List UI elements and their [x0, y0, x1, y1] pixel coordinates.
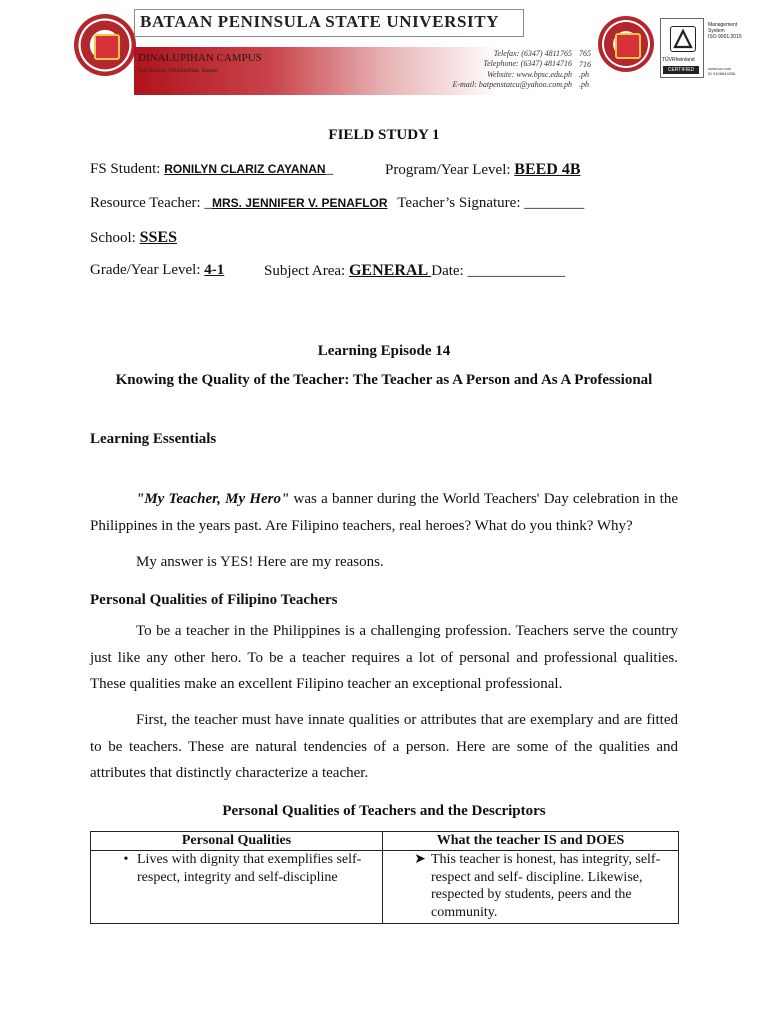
- contact-fragment: .ph: [579, 70, 589, 79]
- fs-student-value: RONILYN CLARIZ CAYANAN: [164, 162, 326, 176]
- program-label: Program/Year Level:: [385, 162, 515, 178]
- essentials-heading: Learning Essentials: [90, 431, 217, 447]
- school-line: [90, 229, 177, 247]
- school-value: SSES: [139, 229, 177, 246]
- page-title: FIELD STUDY 1: [328, 127, 440, 143]
- contact-fragment: 765: [579, 49, 591, 58]
- seal-shield-icon: [94, 34, 120, 60]
- qualities-heading: Personal Qualities of Filipino Teachers: [90, 592, 338, 608]
- resource-teacher-label: Resource Teacher: _: [90, 195, 212, 211]
- cert-web-line: www.tuv.com: [708, 66, 732, 71]
- cert-brand: TÜVRheinland: [662, 57, 695, 63]
- contact-fragment: 716: [579, 60, 591, 69]
- university-seal-left: [74, 14, 136, 76]
- grade-label: Grade/Year Level:: [90, 262, 205, 278]
- resource-teacher-value: MRS. JENNIFER V. PENAFLOR: [211, 196, 388, 210]
- table-cell: [91, 851, 383, 924]
- school-label: School:: [90, 230, 140, 246]
- signature-label: Teacher’s Signature: ________: [397, 195, 585, 211]
- paragraph-intro: [90, 486, 678, 539]
- tuv-triangle-icon: [670, 26, 696, 52]
- program-value: BEED 4B: [514, 161, 581, 178]
- grade-value: 4-1: [204, 262, 225, 278]
- arrow-bullet-icon: ➤: [414, 852, 426, 867]
- episode-number: Learning Episode 14: [317, 343, 451, 359]
- table-title: Personal Qualities of Teachers and the Descriptors: [222, 803, 546, 819]
- arrow-item: [387, 851, 674, 921]
- bullet-icon: •: [123, 852, 129, 867]
- contact-telefax: Telefax: (6347) 4811765: [493, 49, 572, 58]
- seal-shield-icon: [615, 33, 641, 59]
- subject-line: [264, 262, 565, 280]
- fs-student-label: FS Student:: [90, 161, 165, 177]
- fs-student-line: [90, 161, 333, 178]
- campus-name: DINALUPIHAN CAMPUS: [138, 52, 262, 64]
- table-cell: [383, 851, 679, 924]
- contact-fragment: .ph: [579, 80, 589, 89]
- table-header: Personal Qualities: [91, 832, 383, 851]
- university-seal-right: [598, 16, 654, 72]
- university-name: BATAAN PENINSULA STATE UNIVERSITY: [140, 12, 500, 31]
- date-label: Date: _____________: [431, 263, 565, 279]
- contact-telephone: Telephone: (6347) 4814716: [483, 59, 572, 68]
- campus-address: San Ramon, Dinalupihan, Bataan: [138, 68, 219, 74]
- bullet-item: [95, 851, 378, 886]
- cert-web-line: ID 9108644336: [708, 71, 736, 76]
- table-row: [91, 851, 679, 924]
- resource-teacher-line: [90, 195, 584, 212]
- table-header-row: [91, 832, 679, 851]
- grade-line: [90, 262, 224, 279]
- subject-value: GENERAL: [348, 262, 432, 279]
- qualities-table: [90, 831, 679, 924]
- fs-student-tail: _: [325, 161, 334, 177]
- cert-line: ISO 9001:2015: [708, 34, 742, 40]
- contact-email: E-mail: batpenstatcu@yahoo.com.ph: [452, 80, 572, 89]
- cert-line: System: [708, 28, 725, 34]
- paragraph-intro-text: was a banner during the World Teachers' Day celebration in the Philippines in the years past. Are Filipino teachers, real heroes? What do you think? Why?: [90, 491, 678, 534]
- descriptor-text: This teacher is honest, has integrity, self-respect and self- discipline. Likewise, respected by students, peers and the community.: [431, 852, 661, 920]
- paragraph-answer: My answer is YES! Here are my reasons.: [136, 554, 384, 570]
- cert-description: [708, 22, 742, 40]
- quality-text: Lives with dignity that exemplifies self-respect, integrity and self-discipline: [137, 852, 362, 885]
- table-header: What the teacher IS and DOES: [383, 832, 679, 851]
- contact-website: Website: www.bpsc.edu.ph: [487, 70, 572, 79]
- paragraph-innate: First, the teacher must have innate qualities or attributes that are exemplary and are fitted to be teachers. These are natural tendencies of a person. Here are some of the qualities and attributes that distinctly characterize a teacher.: [90, 712, 678, 781]
- cert-band: CERTIFIED: [663, 66, 699, 74]
- program-line: [385, 161, 581, 179]
- cert-web: [708, 66, 735, 76]
- subject-label: Subject Area:: [264, 263, 349, 279]
- quote-text: "My Teacher, My Hero": [136, 491, 290, 507]
- episode-title: Knowing the Quality of the Teacher: The Teacher as A Person and As A Professional: [115, 372, 653, 388]
- cert-line: Management: [708, 22, 738, 28]
- paragraph-challenge: To be a teacher in the Philippines is a challenging profession. Teachers serve the country just like any other hero. To be a teacher requires a lot of personal and professional qualities. These qualities make an excellent Filipino teacher an exceptional professional.: [90, 623, 678, 692]
